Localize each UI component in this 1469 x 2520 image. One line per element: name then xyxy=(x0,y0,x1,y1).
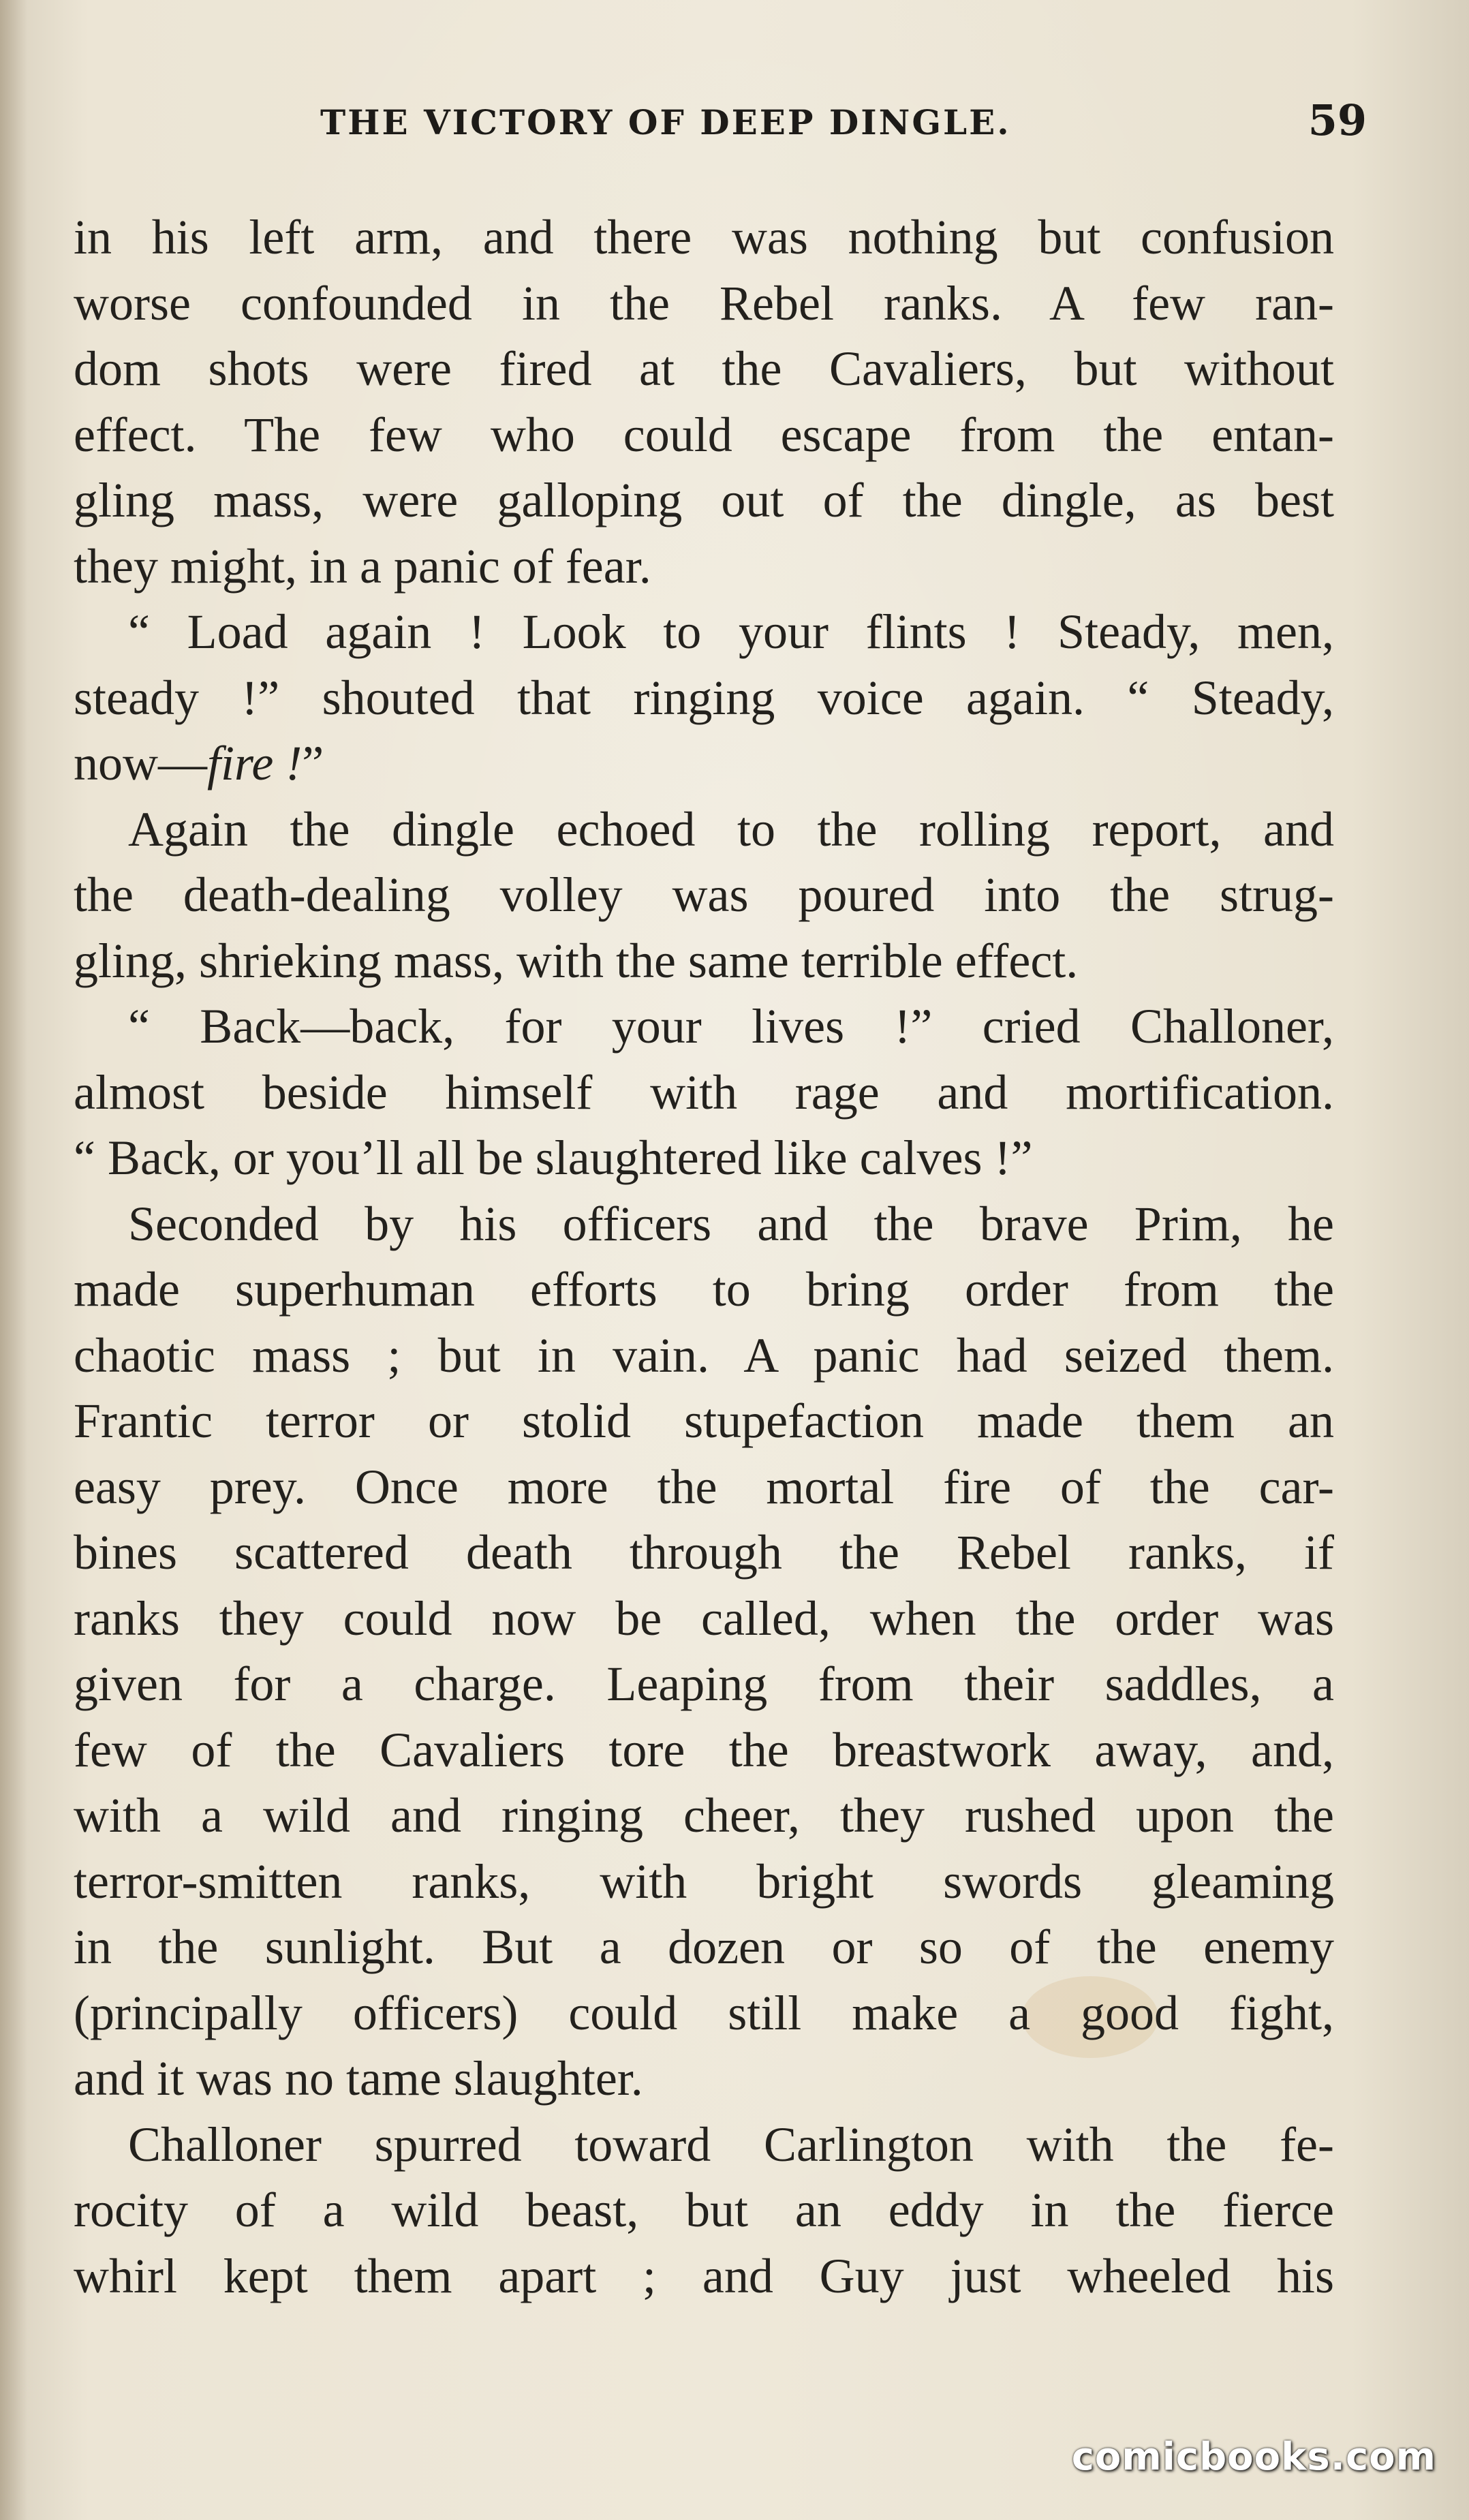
text-line-content: (principally officers) could still make a good fight, xyxy=(74,1985,1334,2040)
text-line-content: gling, shrieking mass, with the same terrible effect. xyxy=(74,933,1079,988)
text-line xyxy=(74,1454,1334,1520)
text-line-content: now— xyxy=(74,736,207,790)
text-line xyxy=(74,1060,1334,1126)
text-line-content: bines scattered death through the Rebel ranks, if xyxy=(74,1525,1334,1580)
text-line xyxy=(74,1651,1334,1717)
text-line-content: rocity of a wild beast, but an eddy in the fierce xyxy=(74,2183,1334,2237)
text-line xyxy=(74,2046,1334,2112)
text-line xyxy=(74,402,1334,468)
text-line-content: easy prey. Once more the mortal fire of the car- xyxy=(74,1459,1334,1514)
text-line-content: whirl kept them apart ; and Guy just wheeled his xyxy=(74,2248,1334,2303)
text-line xyxy=(74,1717,1334,1783)
text-line-italic: fire ! xyxy=(207,736,303,790)
text-line xyxy=(74,1914,1334,1980)
text-line xyxy=(74,1586,1334,1652)
text-line xyxy=(74,1257,1334,1323)
text-line-content: with a wild and ringing cheer, they rushed upon the xyxy=(74,1788,1334,1843)
text-line xyxy=(74,797,1334,863)
text-line xyxy=(74,1388,1334,1454)
text-line-content: Frantic terror or stolid stupefaction made them an xyxy=(74,1394,1334,1448)
text-line xyxy=(74,2112,1334,2178)
text-line-content: “ Back, or you’ll all be slaughtered like calves !” xyxy=(74,1131,1033,1185)
text-line xyxy=(74,1191,1334,1257)
text-line xyxy=(74,1520,1334,1586)
text-line-tail: ” xyxy=(302,736,324,790)
text-line-content: Seconded by his officers and the brave Prim, he xyxy=(128,1196,1334,1251)
text-line-content: and it was no tame slaughter. xyxy=(74,2051,643,2106)
text-line xyxy=(74,1125,1334,1191)
text-line-content: “ Back—back, for your lives !” cried Challoner, xyxy=(128,999,1334,1054)
text-line xyxy=(74,534,1334,600)
text-line xyxy=(74,862,1334,928)
text-line xyxy=(74,731,1334,797)
text-line-content: “ Load again ! Look to your flints ! Steady, men, xyxy=(128,604,1334,659)
text-line xyxy=(74,994,1334,1060)
text-line-content: terror-smitten ranks, with bright swords gleaming xyxy=(74,1854,1334,1909)
text-line-content: effect. The few who could escape from the entan- xyxy=(74,407,1334,462)
text-line-content: they might, in a panic of fear. xyxy=(74,538,651,594)
text-line xyxy=(74,204,1334,271)
text-line xyxy=(74,467,1334,534)
text-line-content: almost beside himself with rage and mortification. xyxy=(74,1064,1334,1120)
text-line xyxy=(74,1323,1334,1389)
text-line xyxy=(74,1849,1334,1915)
watermark: comicbooks.com xyxy=(1071,2435,1436,2479)
text-line-content: the death-dealing volley was poured into the strug- xyxy=(74,867,1334,922)
text-line-content: gling mass, were galloping out of the dingle, as best xyxy=(74,473,1334,527)
page-number: 59 xyxy=(1308,95,1367,145)
text-line xyxy=(74,336,1334,402)
text-line-content: given for a charge. Leaping from their saddles, a xyxy=(74,1657,1334,1711)
text-line-content: worse confounded in the Rebel ranks. A few ran- xyxy=(74,275,1334,331)
text-line-content: Challoner spurred toward Carlington with the fe- xyxy=(128,2117,1334,2172)
text-line-content: in his left arm, and there was nothing but confusion xyxy=(74,210,1334,264)
text-line-content: in the sunlight. But a dozen or so of the enemy xyxy=(74,1920,1334,1974)
text-line-content: few of the Cavaliers tore the breastwork away, and, xyxy=(74,1722,1334,1777)
text-line xyxy=(74,1783,1334,1849)
text-line xyxy=(74,271,1334,337)
text-line-content: Again the dingle echoed to the rolling report, and xyxy=(128,801,1334,857)
text-line-content: ranks they could now be called, when the order was xyxy=(74,1591,1334,1646)
text-line xyxy=(74,1980,1334,2046)
body-text xyxy=(74,204,1334,2309)
running-head xyxy=(68,95,1401,150)
text-line xyxy=(74,599,1334,665)
text-line-content: chaotic mass ; but in vain. A panic had seized them. xyxy=(74,1327,1334,1383)
running-title: THE VICTORY OF DEEP DINGLE. xyxy=(320,102,1011,142)
text-line xyxy=(74,2177,1334,2243)
text-line-content: made superhuman efforts to bring order from the xyxy=(74,1262,1334,1317)
text-line-content: dom shots were fired at the Cavaliers, but without xyxy=(74,341,1334,396)
text-line xyxy=(74,928,1334,994)
text-line xyxy=(74,665,1334,731)
text-line-content: steady !” shouted that ringing voice again. “ Steady, xyxy=(74,670,1334,725)
text-line xyxy=(74,2243,1334,2309)
